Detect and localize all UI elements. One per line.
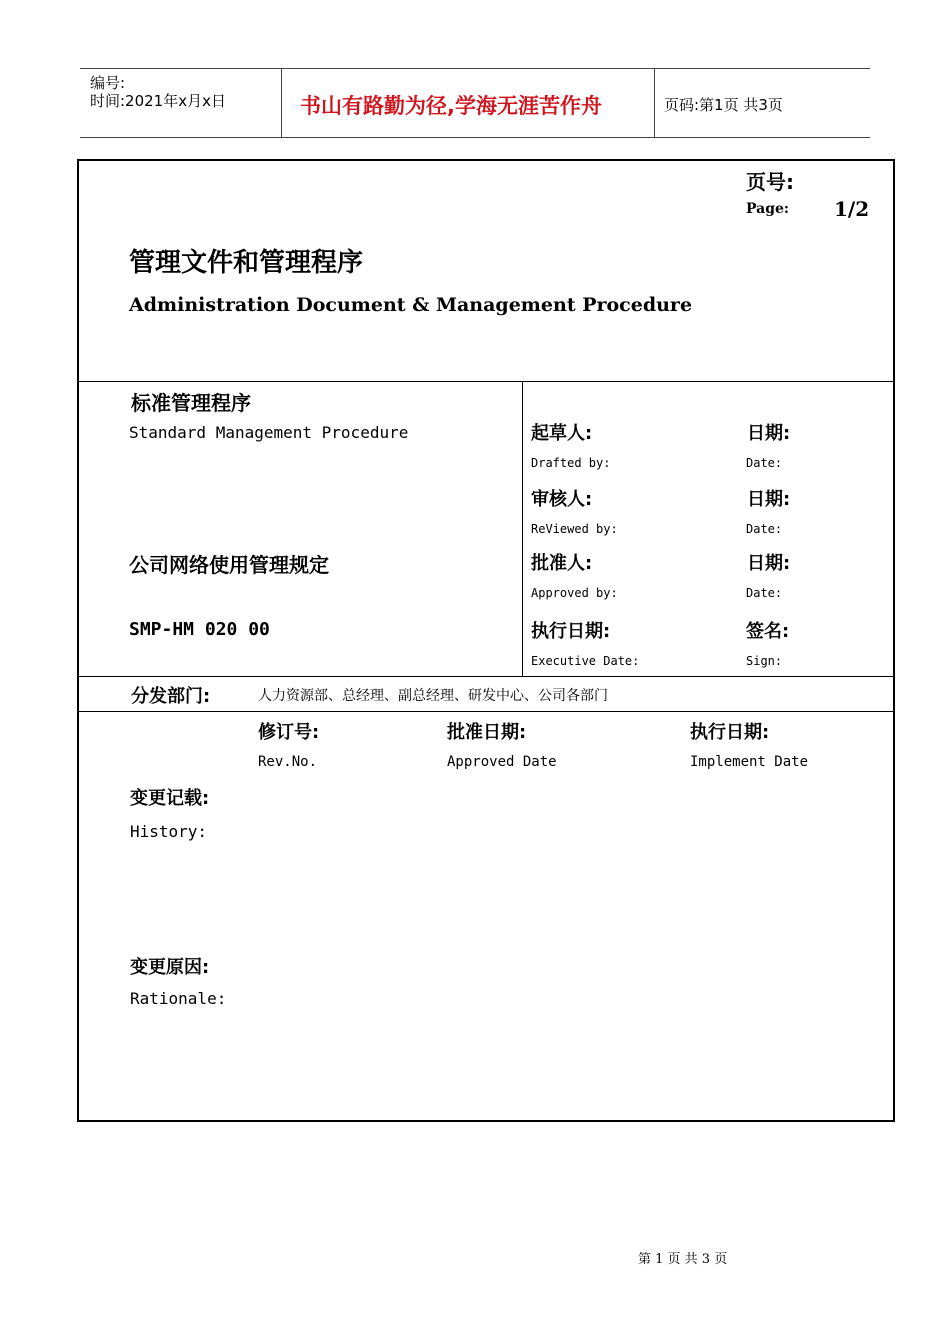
category-zh: 标准管理程序 [131,391,251,415]
reviewed-date-label-en: Date: [746,522,783,536]
drafted-by-label-en: Drafted by: [531,456,611,470]
implement-date-header-en: Implement Date [690,754,809,770]
page-label-zh: 页号: [746,170,794,194]
history-label: 变更记载: [130,788,210,809]
executive-date-label-en: Executive Date: [531,654,640,668]
drafted-date-label-en: Date: [746,456,783,470]
page-value: 1/2 [834,197,870,221]
form-divider [522,381,523,676]
header-divider [654,69,655,137]
distribution-label: 分发部门: [131,686,211,707]
header-page-info: 页码:第1页 共3页 [664,96,783,114]
header-code-label: 编号: [90,74,126,92]
page-footer: 第 1 页 共 3 页 [638,1252,728,1267]
approved-date-label: 日期: [747,553,791,574]
header-time-label: 时间:2021年x月x日 [90,92,226,110]
reviewed-by-label: 审核人: [531,489,593,510]
form-divider [78,676,894,677]
sign-label: 签名: [746,621,790,642]
document-name: 公司网络使用管理规定 [129,553,329,577]
drafted-date-label: 日期: [747,423,791,444]
approved-by-label: 批准人: [531,553,593,574]
approved-by-label-en: Approved by: [531,586,618,600]
implement-date-header: 执行日期: [690,722,770,743]
approved-date-label-en: Date: [746,586,783,600]
rationale-label-en: Rationale: [130,989,227,1008]
document-code: SMP-HM 020 00 [129,619,270,640]
page-title: 管理文件和管理程序 [129,248,364,278]
form-divider [78,381,894,382]
rev-no-label-en: Rev.No. [258,754,318,770]
drafted-by-label: 起草人: [531,423,593,444]
sign-label-en: Sign: [746,654,783,668]
page-title-en: Administration Document & Management Procedure [129,294,693,316]
reviewed-by-label-en: ReViewed by: [531,522,618,536]
header-motto: 书山有路勤为径,学海无涯苦作舟 [300,94,602,118]
rationale-label: 变更原因: [130,957,210,978]
approved-date-header: 批准日期: [447,722,527,743]
history-label-en: History: [130,822,208,841]
form-divider [78,711,894,712]
rev-no-label: 修订号: [258,722,320,743]
reviewed-date-label: 日期: [747,489,791,510]
page-label-en: Page: [746,201,790,217]
distribution-value: 人力资源部、总经理、副总经理、研发中心、公司各部门 [258,688,608,704]
header-divider [281,69,282,137]
category-en: Standard Management Procedure [129,423,409,442]
approved-date-header-en: Approved Date [447,754,557,770]
executive-date-label: 执行日期: [531,621,611,642]
